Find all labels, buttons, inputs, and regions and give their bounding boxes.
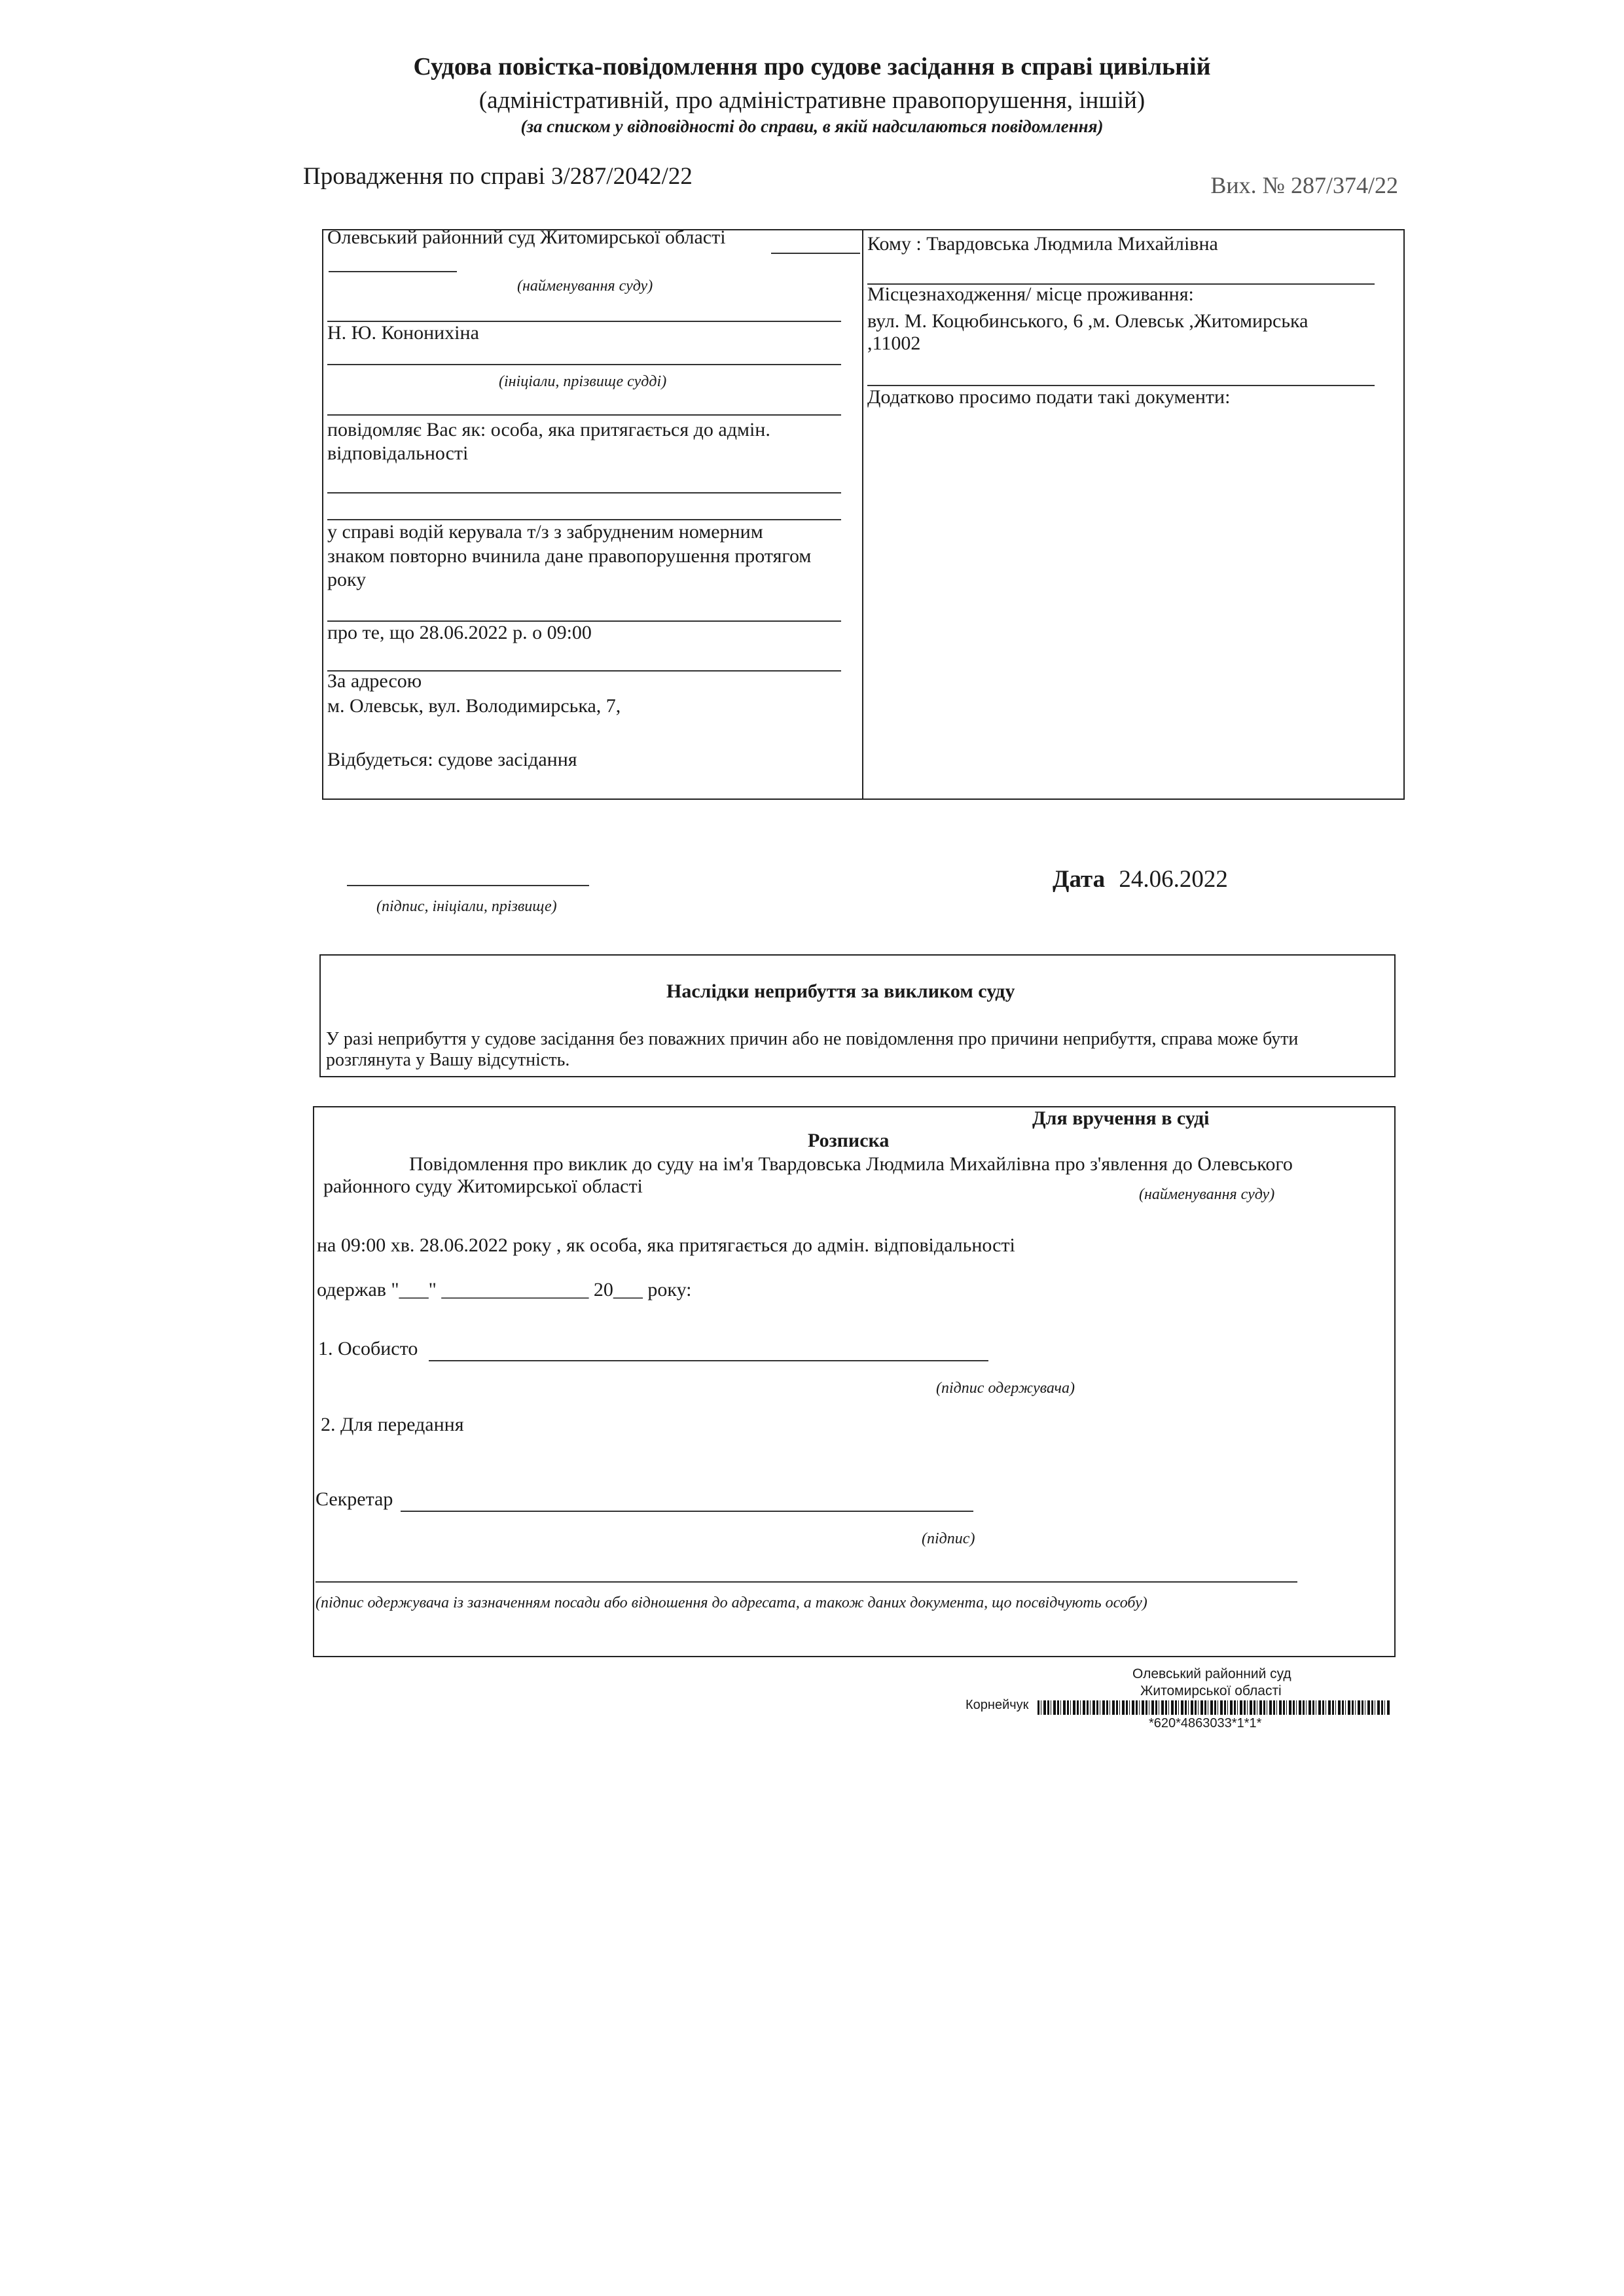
personally-line [429, 1360, 988, 1361]
stamp-name: Корнейчук [965, 1698, 1029, 1712]
recipient-sign-hint: (підпис одержувача) [936, 1380, 1075, 1397]
transfer-label: 2. Для передання [321, 1414, 464, 1435]
barcode-image [1038, 1700, 1391, 1715]
location-label: Місцезнаходження/ місце проживання: [867, 283, 1194, 305]
court-name: Олевський районний суд Житомирської області [327, 226, 726, 248]
personally-label: 1. Особисто [318, 1338, 418, 1359]
receipt-title: Розписка [808, 1130, 890, 1151]
date-label: Дата [1053, 866, 1106, 893]
judge-name: Н. Ю. Кононихіна [327, 322, 479, 344]
case-line-1: у справі водій керувала т/з з забрудненим номерним [327, 521, 763, 543]
location-line-1: вул. М. Коцюбинського, 6 ,м. Олевськ ,Житомирська [867, 310, 1308, 332]
secretary-line [401, 1511, 973, 1512]
extra-documents: Додатково просимо подати такі документи: [867, 386, 1231, 408]
secretary-label: Секретар [316, 1488, 393, 1510]
informs-line-2: відповідальності [327, 442, 469, 464]
document-title: Судова повістка-повідомлення про судове засідання в справі цивільній [413, 53, 1211, 81]
outgoing-number: Вих. № 287/374/22 [1210, 172, 1398, 198]
court-line-2 [329, 271, 457, 272]
stamp-court-1: Олевський районний суд [1132, 1666, 1291, 1681]
location-line-2: ,11002 [867, 332, 921, 354]
date-value: 24.06.2022 [1119, 866, 1228, 893]
event-type: Відбудеться: судове засідання [327, 749, 577, 770]
secretary-sign-hint: (підпис) [922, 1530, 975, 1547]
court-line [771, 253, 860, 254]
signature-hint: (підпис, ініціали, прізвище) [376, 898, 557, 915]
footer-hint: (підпис одержувача із зазначенням посади або відношення до адресата, а також даних документа, що посвідчують особу) [316, 1594, 1147, 1611]
consequences-title: Наслідки неприбуття за викликом суду [666, 980, 1015, 1002]
received-line: одержав "___" _______________ 20___ року: [317, 1279, 692, 1300]
informs-line-top [327, 414, 841, 416]
stamp-court-2: Житомирської області [1140, 1683, 1282, 1698]
receipt-time-line: на 09:00 хв. 28.06.2022 року , як особа, яка притягається до адмін. відповідальності [317, 1234, 1015, 1256]
for-court-label: Для вручення в суді [1032, 1107, 1210, 1129]
document-subtitle: (адміністративній, про адміністративне правопорушення, іншій) [478, 87, 1146, 114]
address-label: За адресою [327, 670, 422, 692]
informs-line [327, 492, 841, 493]
date-field [1053, 865, 1228, 893]
consequences-text-2: розглянута у Вашу відсутність. [326, 1050, 570, 1070]
address-value: м. Олевськ, вул. Володимирська, 7, [327, 695, 621, 717]
column-divider [862, 229, 863, 798]
judge-hint: (ініціали, прізвище судді) [499, 373, 667, 390]
informs-line-1: повідомляє Вас як: особа, яка притягається до адмін. [327, 419, 770, 440]
recipient: Кому : Твардовська Людмила Михайлівна [867, 233, 1218, 255]
case-line-3: року [327, 569, 367, 590]
receipt-court-hint: (найменування суду) [1139, 1186, 1275, 1203]
case-line-top [327, 519, 841, 520]
receipt-line-1: Повідомлення про виклик до суду на ім'я Твардовська Людмила Михайлівна про з'явлення до Олевського [409, 1153, 1293, 1175]
barcode-code: *620*4863033*1*1* [1149, 1716, 1262, 1731]
case-number: Провадження по справі 3/287/2042/22 [303, 163, 693, 190]
case-line-2: знаком повторно вчинила дане правопорушення протягом [327, 545, 812, 567]
signature-line [347, 885, 589, 886]
court-hint: (найменування суду) [517, 278, 653, 295]
judge-line [327, 364, 841, 365]
receipt-line-2: районного суду Житомирської області [323, 1175, 643, 1197]
document-note: (за списком у відповідності до справи, в якій надсилаються повідомлення) [520, 117, 1104, 136]
hearing-datetime: про те, що 28.06.2022 р. о 09:00 [327, 622, 592, 643]
consequences-text-1: У разі неприбуття у судове засідання без поважних причин або не повідомлення про причини неприбуття, справа може бути [326, 1029, 1299, 1049]
footer-line [316, 1581, 1297, 1583]
